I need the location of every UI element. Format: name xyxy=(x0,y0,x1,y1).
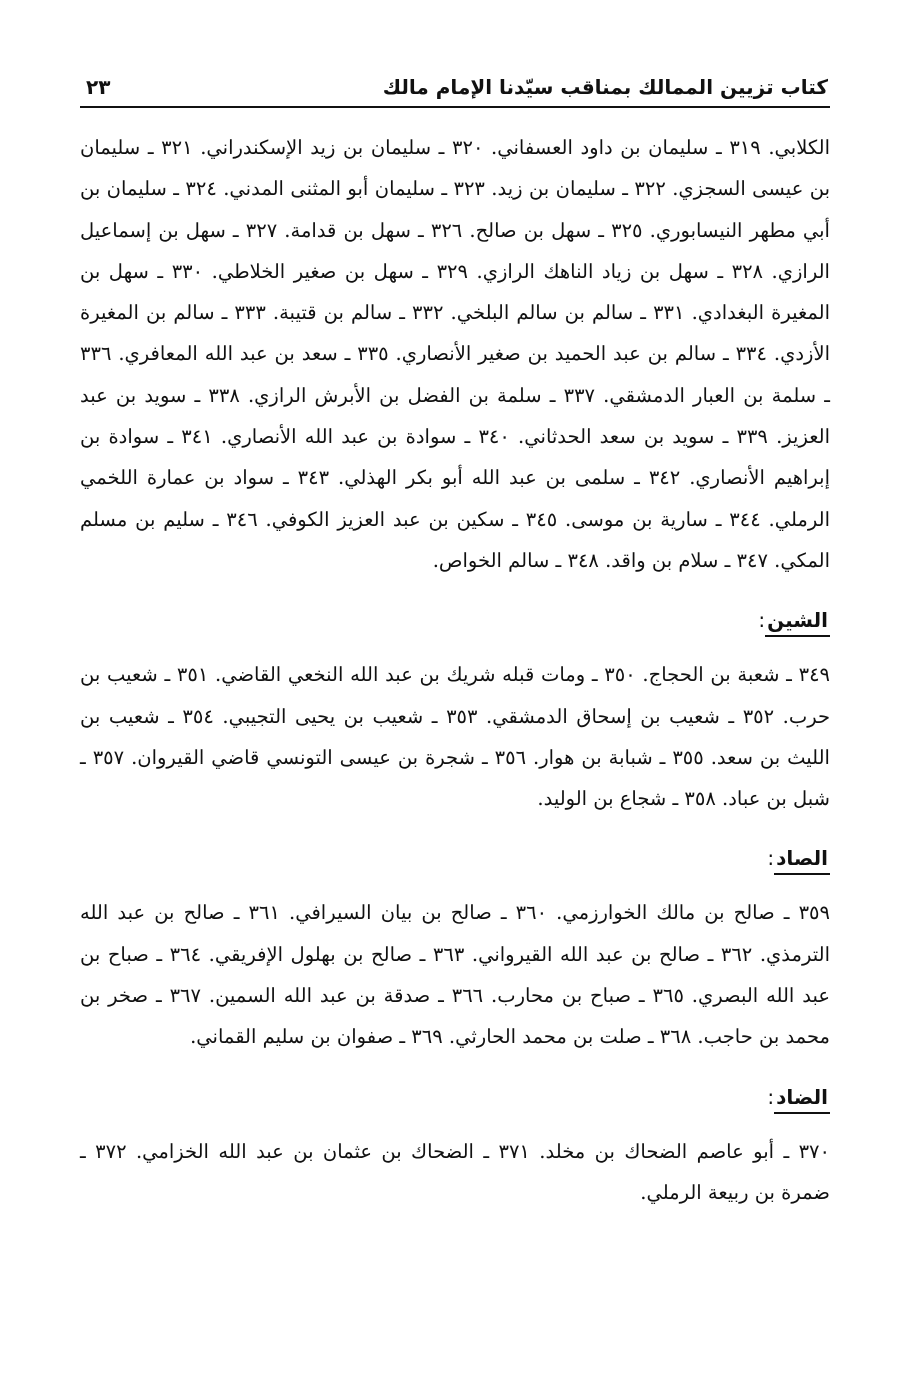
page-body xyxy=(80,127,830,1213)
running-title: كتاب تزيين الممالك بمناقب سيّدنا الإمام مالك xyxy=(382,75,828,99)
section-heading-sad: الصاد: xyxy=(80,838,830,878)
page-header xyxy=(80,70,830,108)
section-heading-dad: الضاد: xyxy=(80,1077,830,1117)
names-list-dad: ٣٧٠ ـ أبو عاصم الضحاك بن مخلد. ٣٧١ ـ الضحاك بن عثمان بن عبد الله الخزامي. ٣٧٢ ـ ضمرة بن ربيعة الرملي. xyxy=(80,1139,830,1204)
section-title-text: الصاد xyxy=(774,843,830,875)
section-title-text: الشين xyxy=(765,605,830,637)
page-number: ٢٣ xyxy=(86,75,111,99)
section-heading-shin: الشين: xyxy=(80,600,830,640)
names-list-sad: ٣٥٩ ـ صالح بن مالك الخوارزمي. ٣٦٠ ـ صالح بن بيان السيرافي. ٣٦١ ـ صالح بن عبد الله الترمذي. ٣٦٢ ـ صالح بن عبد الله القيرواني. ٣٦٣ ـ صالح بن بهلول الإفريقي. ٣٦٤ ـ صباح بن عبد الله البصري. ٣٦٥ ـ صباح بن محارب. ٣٦٦ ـ صدقة بن عبد الله السمين. ٣٦٧ ـ صخر بن محمد بن حاجب. ٣٦٨ ـ صلت بن محمد الحارثي. ٣٦٩ ـ صفوان بن سليم القماني. xyxy=(80,901,830,1049)
section-title-text: الضاد xyxy=(774,1082,830,1114)
book-page xyxy=(80,0,830,1375)
names-list-shin: ٣٤٩ ـ شعبة بن الحجاج. ٣٥٠ ـ ومات قبله شريك بن عبد الله النخعي القاضي. ٣٥١ ـ شعيب بن حرب. ٣٥٢ ـ شعيب بن إسحاق الدمشقي. ٣٥٣ ـ شعيب بن يحيى التجيبي. ٣٥٤ ـ شعيب بن الليث بن سعد. ٣٥٥ ـ شبابة بن هوار. ٣٥٦ ـ شجرة بن عيسى التونسي قاضي القيروان. ٣٥٧ ـ شبل بن عباد. ٣٥٨ ـ شجاع بن الوليد. xyxy=(80,663,831,811)
names-list-sin: الكلابي. ٣١٩ ـ سليمان بن داود العسفاني. ٣٢٠ ـ سليمان بن زيد الإسكندراني. ٣٢١ ـ سليمان بن عيسى السجزي. ٣٢٢ ـ سليمان بن زيد. ٣٢٣ ـ سليمان أبو المثنى المدني. ٣٢٤ ـ سليمان بن أبي مطهر النيسابوري. ٣٢٥ ـ سهل بن صالح. ٣٢٦ ـ سهل بن قدامة. ٣٢٧ ـ سهل بن إسماعيل الرازي. ٣٢٨ ـ سهل بن زياد الناهك الرازي. ٣٢٩ ـ سهل بن صغير الخلاطي. ٣٣٠ ـ سهل بن المغيرة البغدادي. ٣٣١ ـ سالم بن سالم البلخي. ٣٣٢ ـ سالم بن قتيبة. ٣٣٣ ـ سالم بن المغيرة الأزدي. ٣٣٤ ـ سالم بن عبد الحميد بن صغير الأنصاري. ٣٣٥ ـ سعد بن عبد الله المعافري. ٣٣٦ ـ سلمة بن العبار الدمشقي. ٣٣٧ ـ سلمة بن الفضل بن الأبرش الرازي. ٣٣٨ ـ سويد بن عبد العزيز. ٣٣٩ ـ سويد بن سعد الحدثاني. ٣٤٠ ـ سوادة بن عبد الله الأنصاري. ٣٤١ ـ سوادة بن إبراهيم الأنصاري. ٣٤٢ ـ سلمى بن عبد الله أبو بكر الهذلي. ٣٤٣ ـ سواد بن عمارة اللخمي الرملي. ٣٤٤ ـ سارية بن موسى. ٣٤٥ ـ سكين بن عبد العزيز الكوفي. ٣٤٦ ـ سليم بن مسلم المكي. ٣٤٧ ـ سلام بن واقد. ٣٤٨ ـ سالم الخواص. xyxy=(80,136,831,572)
